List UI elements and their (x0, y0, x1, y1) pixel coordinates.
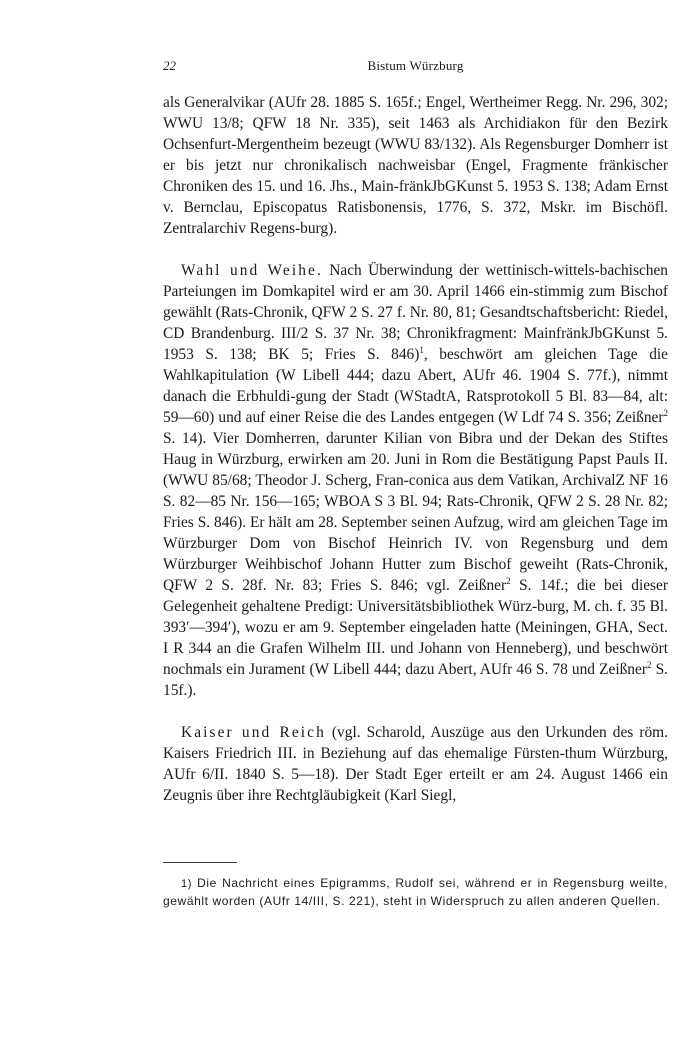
superscript-2: 2 (663, 408, 668, 418)
section-heading-wahl-und-weihe: Wahl und Weihe. (181, 262, 323, 279)
superscript-2: 2 (646, 660, 652, 670)
paragraph-text: , beschwört am gleichen Tage die Wahlkapitulation (W Libell 444; dazu Abert, AUfr 46. 1904 S. 77f.), nimmt danach die Erbhuldi-gung der Stadt (WStadtA, Ratsprotokoll 5 Bl. 83—84, alt: 59—60) und auf einer Reise die des Landes entgegen (W Ldf 74 S. 356; Zeißner (163, 346, 668, 426)
paragraph-text: S. 14f.; die bei dieser Gelegenheit gehaltene Predigt: Universitätsbibliothek Würz-burg, M. ch. f. 35 Bl. 393′—394′), wozu er am 9. September eingeladen hatte (Meiningen, GHA, Sect. I R 344 an die Grafen Wilhelm III. und Johann von Henneberg), und beschwört nochmals ein Jurament (W Libell 444; dazu Abert, AUfr 46 S. 78 und Zeißner (163, 577, 668, 678)
footnote-reference: 1 (419, 345, 424, 355)
superscript-2: 2 (506, 576, 511, 586)
paragraph-text: als Generalvikar (AUfr 28. 1885 S. 165f.; Engel, Wertheimer Regg. Nr. 296, 302; WWU 13/8; QFW 18 Nr. 335), seit 1463 als Archidiakon für den Bezirk Ochsenfurt-Mergentheim bezeugt (WWU 83/132). Als Regensburger Domherr ist er bis jetzt nur chronikalisch nachweisbar (Engel, Fragmente fränkischer Chroniken des 15. und 16. Jhs., Main-fränkJbGKunst 5. 1953 S. 138; Adam Ernst v. Bernclau, Episcopatus Ratisbonensis, 1776, S. 372, Mskr. im Bischöfl. Zentralarchiv Regens-burg). (163, 94, 668, 237)
paragraph-wahl-und-weihe (163, 260, 668, 701)
footnote-marker: 1) (181, 878, 192, 890)
paragraph-text: S. 15f.). (163, 661, 668, 699)
paragraph-text: S. 14). Vier Domherren, darunter Kilian von Bibra und der Dekan des Stiftes Haug in Würzburg, erwirken am 20. Juni in Rom die Bestätigung Papst Pauls II. (WWU 85/68; Theodor J. Scherg, Fran-conica aus dem Vatikan, ArchivalZ NF 16 S. 82—85 Nr. 156—165; WBOA S 3 Bl. 94; Rats-Chronik, QFW 2 S. 28 Nr. 82; Fries S. 846). Er hält am 28. September seinen Aufzug, wird am gleichen Tage im Würzburger Dom von Bischof Heinrich IV. von Regensburg und dem Würzburger Weihbischof Johann Hutter zum Bischof geweiht (Rats-Chronik, QFW 2 S. 28f. Nr. 83; Fries S. 846; vgl. Zeißner (163, 430, 668, 594)
page-number: 22 (163, 58, 176, 73)
paragraph-text: (vgl. Scharold, Auszüge aus den Urkunden des röm. Kaisers Friedrich III. in Beziehung auf das ehemalige Fürsten-thum Würzburg, AUfr 6/II. 1840 S. 5—18). Der Stadt Eger erteilt er am 24. August 1466 ein Zeugnis über ihre Rechtgläubigkeit (Karl Siegl, (163, 724, 668, 804)
footnote-divider (163, 862, 237, 863)
main-text (163, 92, 668, 806)
paragraph-text: Nach Überwindung der wettinisch-wittels-bachischen Parteiungen im Domkapitel wird er am 30. April 1466 ein-stimmig zum Bischof gewählt (Rats-Chronik, QFW 2 S. 27 f. Nr. 80, 81; Gesandtschaftsbericht: Riedel, CD Brandenburg. III/2 S. 37 Nr. 38; Chronikfragment: MainfränkJbGKunst 5. 1953 S. 138; BK 5; Fries S. 846) (163, 262, 668, 363)
paragraph-kaiser-und-reich (163, 722, 668, 806)
running-title: Bistum Würzburg (367, 58, 464, 73)
footnote-text: Die Nachricht eines Epigramms, Rudolf sei, während er in Regensburg weilte, gewählt worden (AUfr 14/III, S. 221), steht in Widerspruch zu allen anderen Quellen. (163, 876, 668, 908)
footnote (163, 875, 668, 910)
page-header (163, 58, 668, 78)
paragraph-continuation (163, 92, 668, 239)
section-heading-kaiser-und-reich: Kaiser und Reich (181, 724, 326, 741)
